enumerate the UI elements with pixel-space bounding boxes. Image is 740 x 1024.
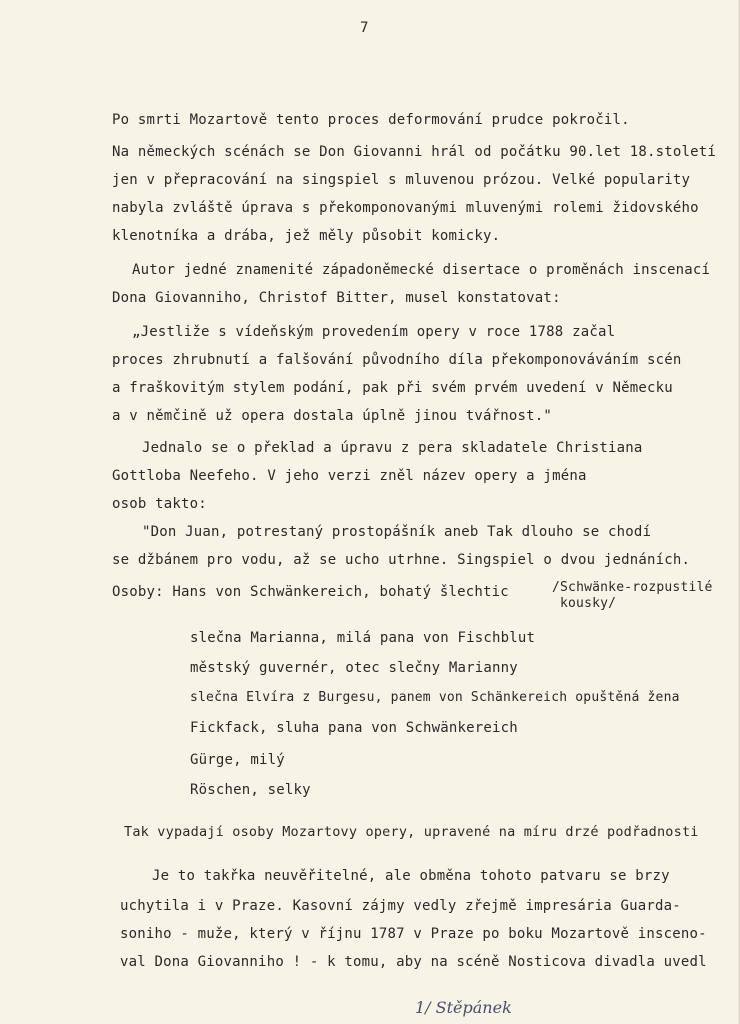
quote-line: „Jestliže s vídeňským provedením opery v roce 1788 začal bbox=[132, 324, 616, 340]
page-number: 7 bbox=[360, 20, 369, 36]
quote-line: a v němčině už opera dostala úplně jinou tvářnost." bbox=[112, 408, 553, 424]
text-line: Tak vypadají osoby Mozartovy opery, upravené na míru drzé podřadnosti bbox=[124, 824, 699, 840]
title-line: "Don Juan, potrestaný prostopášník aneb Tak dlouho se chodí bbox=[142, 524, 652, 540]
cast-note: kousky/ bbox=[560, 596, 617, 611]
cast-line: Fickfack, sluha pana von Schwänkereich bbox=[190, 720, 518, 736]
text-line: uchytila i v Praze. Kasovní zájmy vedly zřejmě impresária Guarda- bbox=[120, 898, 681, 914]
cast-line: městský guvernér, otec slečny Marianny bbox=[190, 660, 518, 676]
text-line: Jednalo se o překlad a úpravu z pera skladatele Christiana bbox=[142, 440, 643, 456]
cast-line: Osoby: Hans von Schwänkereich, bohatý šlechtic bbox=[112, 584, 509, 600]
text-line: Na německých scénách se Don Giovanni hrál od počátku 90.let 18.století bbox=[112, 144, 717, 160]
text-line: jen v přepracování na singspiel s mluvenou prózou. Velké popularity bbox=[112, 172, 691, 188]
cast-line: Röschen, selky bbox=[190, 782, 311, 798]
text-line: nabyla zvláště úprava s překomponovanými mluvenými rolemi židovského bbox=[112, 200, 699, 216]
text-line: Po smrti Mozartově tento proces deformování prudce pokročil. bbox=[112, 112, 630, 128]
cast-note: /Schwänke-rozpustilé bbox=[552, 580, 713, 595]
text-line: Autor jedné znamenité západoněmecké disertace o proměnách inscenací bbox=[132, 262, 711, 278]
text-line: val Dona Giovanniho ! - k tomu, aby na scéně Nosticova divadla uvedl bbox=[120, 954, 707, 970]
title-line: se džbánem pro vodu, až se ucho utrhne. Singspiel o dvou jednáních. bbox=[112, 552, 691, 568]
text-line: soniho - muže, který v říjnu 1787 v Praze po boku Mozartově inscenо- bbox=[120, 926, 707, 942]
text-line: osob takto: bbox=[112, 496, 207, 512]
text-line: Dona Giovanniho, Christof Bitter, musel konstatovat: bbox=[112, 290, 561, 306]
handwritten-signature: 1/ Stěpánek bbox=[415, 998, 512, 1017]
cast-line: slečna Elvíra z Burgesu, panem von Schänkereich opuštěná žena bbox=[190, 690, 680, 705]
quote-line: proces zhrubnutí a falšování původního díla překomponováváním scén bbox=[112, 352, 682, 368]
cast-line: slečna Marianna, milá pana von Fischblut bbox=[190, 630, 536, 646]
text-line: Gottloba Neefeho. V jeho verzi zněl název opery a jména bbox=[112, 468, 587, 484]
cast-line: Gürge, milý bbox=[190, 752, 285, 768]
text-line: klenotníka a drába, jež měly působit komicky. bbox=[112, 228, 501, 244]
quote-line: a fraškovitým stylem podání, pak při svém prvém uvedení v Německu bbox=[112, 380, 673, 396]
text-line: Je to takřka neuvěřitelné, ale obměna tohoto patvaru se brzy bbox=[152, 868, 670, 884]
